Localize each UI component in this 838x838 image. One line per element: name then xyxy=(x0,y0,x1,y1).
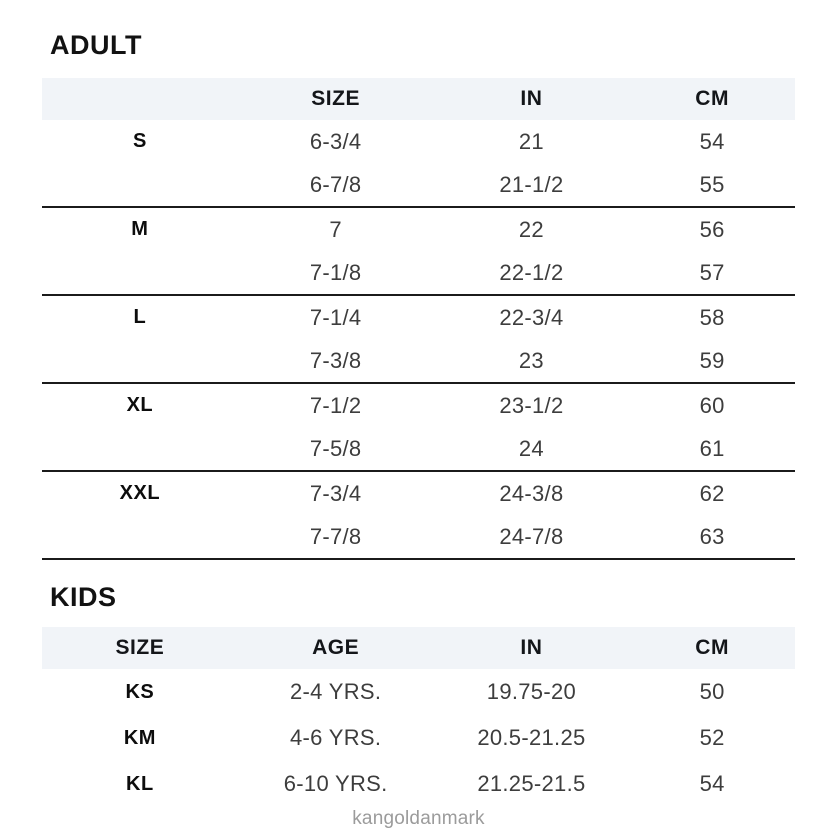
table-row xyxy=(42,120,795,163)
kids-header-age: AGE xyxy=(312,636,360,659)
cm-value: 62 xyxy=(699,480,725,506)
adult-size-group-xxl xyxy=(42,472,795,560)
size-label: L xyxy=(133,306,147,328)
watermark-text: kangoldanmark xyxy=(352,808,485,829)
table-row xyxy=(42,296,795,339)
inches-value: 23-1/2 xyxy=(499,392,564,418)
table-row xyxy=(42,515,795,558)
size-label: XL xyxy=(126,394,154,416)
kids-section-title: KIDS xyxy=(50,582,117,612)
inches-value: 21-1/2 xyxy=(499,171,564,197)
inches-value: 22-3/4 xyxy=(499,304,564,330)
cm-value: 52 xyxy=(699,725,725,750)
adult-size-group-xl xyxy=(42,384,795,472)
cm-value: 59 xyxy=(699,347,725,373)
size-value: 7-5/8 xyxy=(309,435,362,461)
inches-value: 24-7/8 xyxy=(499,523,564,549)
cm-value: 57 xyxy=(699,259,725,285)
size-value: 7-1/4 xyxy=(309,304,362,330)
kids-header-cm: CM xyxy=(695,636,729,659)
inches-value: 19.75-20 xyxy=(486,679,577,704)
inches-value: 20.5-21.25 xyxy=(477,725,586,750)
size-value: 7-7/8 xyxy=(309,523,362,549)
cm-value: 50 xyxy=(699,679,725,704)
adult-size-group-m xyxy=(42,208,795,296)
table-row xyxy=(42,715,795,761)
size-value: 7-1/8 xyxy=(309,259,362,285)
inches-value: 23 xyxy=(518,347,544,373)
size-value: 7-3/4 xyxy=(309,480,362,506)
kids-table-body xyxy=(42,669,795,807)
inches-value: 21 xyxy=(518,128,544,154)
table-row xyxy=(42,472,795,515)
cm-value: 63 xyxy=(699,523,725,549)
cm-value: 61 xyxy=(699,435,725,461)
inches-value: 22-1/2 xyxy=(499,259,564,285)
inches-value: 21.25-21.5 xyxy=(477,771,586,796)
cm-value: 55 xyxy=(699,171,725,197)
table-row xyxy=(42,163,795,206)
table-row xyxy=(42,251,795,294)
table-row xyxy=(42,208,795,251)
table-row xyxy=(42,339,795,382)
adult-header-cm: CM xyxy=(695,87,729,110)
inches-value: 22 xyxy=(518,216,544,242)
kids-header-in: IN xyxy=(520,636,543,659)
size-label: XXL xyxy=(119,482,161,504)
size-label: KM xyxy=(123,726,156,749)
size-label: S xyxy=(132,130,147,152)
adult-section-title: ADULT xyxy=(50,30,142,60)
table-row xyxy=(42,427,795,470)
cm-value: 60 xyxy=(699,392,725,418)
kids-header-size: SIZE xyxy=(115,636,165,659)
size-value: 7-3/8 xyxy=(309,347,362,373)
age-value: 4-6 YRS. xyxy=(290,725,382,750)
table-row xyxy=(42,669,795,715)
inches-value: 24-3/8 xyxy=(499,480,564,506)
size-value: 6-7/8 xyxy=(309,171,362,197)
table-row xyxy=(42,384,795,427)
size-label: KL xyxy=(126,772,154,795)
adult-header-size: SIZE xyxy=(311,87,360,110)
age-value: 2-4 YRS. xyxy=(290,679,382,704)
size-value: 7-1/2 xyxy=(309,392,362,418)
age-value: 6-10 YRS. xyxy=(283,771,388,796)
cm-value: 56 xyxy=(699,216,725,242)
adult-size-group-s xyxy=(42,120,795,208)
inches-value: 24 xyxy=(518,435,544,461)
adult-table-body xyxy=(42,120,795,560)
adult-header-in: IN xyxy=(520,87,543,110)
cm-value: 58 xyxy=(699,304,725,330)
size-value: 7 xyxy=(329,216,342,242)
table-row xyxy=(42,761,795,807)
cm-value: 54 xyxy=(699,128,725,154)
kids-table-header xyxy=(42,627,795,669)
size-value: 6-3/4 xyxy=(309,128,362,154)
adult-size-group-l xyxy=(42,296,795,384)
size-label: M xyxy=(131,218,149,240)
cm-value: 54 xyxy=(699,771,725,796)
adult-table-header xyxy=(42,78,795,120)
size-label: KS xyxy=(125,680,155,703)
